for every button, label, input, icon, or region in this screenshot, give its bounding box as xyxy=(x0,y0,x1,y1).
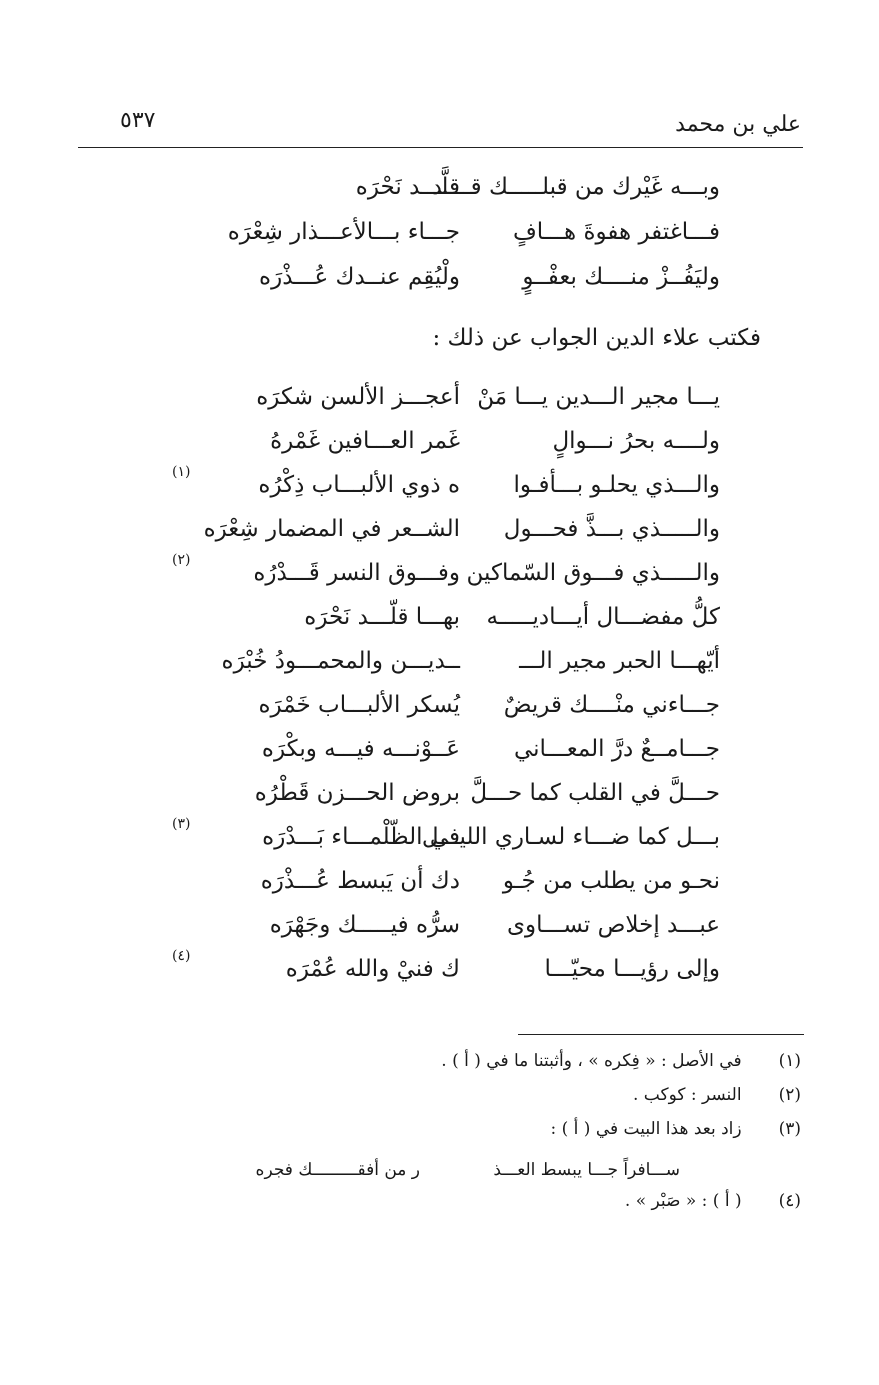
verse-second-hemistich: أعجـــز الألسن شكرَه xyxy=(256,384,460,410)
verse-first-hemistich: حـــلَّ في القلب كما حـــلَّ xyxy=(470,780,720,806)
verse-second-hemistich: سرُّه فيـــــك وجَهْرَه xyxy=(269,912,460,938)
footnote xyxy=(121,1186,801,1216)
verse-first-hemistich: بـــل كما ضـــاء لسـاري الليـــل xyxy=(421,824,720,850)
verse-line xyxy=(180,210,720,254)
verse-line xyxy=(172,947,720,991)
verse-line xyxy=(180,419,720,463)
footnote-number: (٢) xyxy=(778,1085,801,1105)
page-number: ٥٣٧ xyxy=(120,108,156,133)
footnote-marker: (٤) xyxy=(172,948,191,964)
verse-first-hemistich: جـــاءني منْــــك قريضٌ xyxy=(503,692,720,718)
verse-first-hemistich: فـــاغتفر هفوةَ هـــافٍ xyxy=(512,219,720,245)
verse-line xyxy=(180,771,720,815)
verse-line xyxy=(180,859,720,903)
footnote-marker: (٣) xyxy=(172,816,191,832)
verse-second-hemistich: دك أن يَبسط عُـــذْرَه xyxy=(260,868,460,894)
verse-second-hemistich: الشــعر في المضمار شِعْرَه xyxy=(203,516,460,542)
footnote-text: زاد بعد هذا البيت في ( أ ) : xyxy=(550,1119,742,1139)
footnote-verse xyxy=(160,1154,680,1186)
verse-line xyxy=(180,507,720,551)
footnote-divider xyxy=(518,1034,804,1035)
verse-second-hemistich: بروض الحـــزن قَطْرُه xyxy=(254,780,460,806)
header-divider xyxy=(78,147,803,148)
prose-intro: فكتب علاء الدين الجواب عن ذلك : xyxy=(432,325,761,351)
verse-first-hemistich: وبـــه غَيْرك من قبلـــــك قــــد xyxy=(431,174,720,200)
verse-second-hemistich: عَــوْنـــه فيـــه وبكْرَه xyxy=(261,736,460,762)
verse-second-hemistich: ه ذوي الألبـــاب ذِكْرُه xyxy=(258,472,460,498)
verse-line xyxy=(172,463,720,507)
footnote-text: النسر : كوكب . xyxy=(633,1085,742,1105)
verse-first-hemistich: ولــــه بحرُ نـــوالٍ xyxy=(552,428,720,454)
verse-line xyxy=(180,375,720,419)
verse-first-hemistich: والـــذي يحلـو بـــأفـوا xyxy=(513,472,720,498)
verse-second-hemistich: غَمر العـــافين غَمْرهُ xyxy=(270,428,460,454)
footnote-marker: (٢) xyxy=(172,552,191,568)
footnote-marker: (١) xyxy=(172,464,191,480)
verse-first-hemistich: وإلى رؤيـــا محيّـــا xyxy=(544,956,720,982)
running-header-author: علي بن محمد xyxy=(675,112,801,137)
verse-second-hemistich: ك فنيْ والله عُمْرَه xyxy=(285,956,460,982)
verse-first-hemistich: كلُّ مفضـــال أيـــاديـــــه xyxy=(486,604,720,630)
verse-line xyxy=(180,683,720,727)
footnote xyxy=(121,1114,801,1144)
verse-line xyxy=(180,595,720,639)
footnote-number: (٣) xyxy=(778,1119,801,1139)
verse-first-hemistich: والـــــذي بـــذَّ فحـــول xyxy=(503,516,720,542)
verse-first-hemistich: أيّهـــا الحبر مجير الـــ xyxy=(519,648,720,674)
footnote-verse-first-hemistich: ســـافراً جـــا يبسط العـــذ xyxy=(493,1160,680,1180)
verse-second-hemistich: في الظّلْمـــاء بَـــدْرَه xyxy=(262,824,460,850)
verse-first-hemistich: والـــــذي فـــوق السّماكين xyxy=(466,560,720,586)
verse-line xyxy=(172,815,720,859)
verse-second-hemistich: قلَّـــد نَحْرَه xyxy=(355,174,460,200)
footnote-number: (٤) xyxy=(778,1191,801,1211)
verse-line xyxy=(172,551,720,595)
verse-first-hemistich: عبـــد إخلاص تســـاوى xyxy=(507,912,720,938)
verse-first-hemistich: جـــامــعٌ درَّ المعـــاني xyxy=(513,736,720,762)
verse-first-hemistich: يـــا مجير الـــدين يـــا مَنْ xyxy=(477,384,720,410)
footnote-number: (١) xyxy=(778,1051,801,1071)
verse-line xyxy=(180,165,720,209)
footnote-text: ( أ ) : « صَبْر » . xyxy=(624,1191,742,1211)
verse-second-hemistich: وفـــوق النسر قَـــدْرُه xyxy=(253,560,460,586)
verse-line xyxy=(180,727,720,771)
verse-first-hemistich: نحـو من يطلب من جُـو xyxy=(502,868,720,894)
verse-second-hemistich: بهـــا قلّـــد نَحْرَه xyxy=(304,604,460,630)
footnote-text: في الأصل : « فِكره » ، وأثبتنا ما في ( أ ) . xyxy=(441,1051,742,1071)
footnote-verse-second-hemistich: ر من أفقـــــــــك فجره xyxy=(255,1160,420,1180)
footnote xyxy=(121,1080,801,1110)
verse-line xyxy=(180,255,720,299)
footnote xyxy=(121,1046,801,1076)
verse-line xyxy=(180,903,720,947)
verse-second-hemistich: يُسكر الألبـــاب خَمْرَه xyxy=(258,692,460,718)
verse-second-hemistich: جـــاء بـــالأعـــذار شِعْرَه xyxy=(227,219,460,245)
verse-first-hemistich: وليَفُــزْ منــــك بعفْــوٍ xyxy=(522,264,720,290)
verse-line xyxy=(180,639,720,683)
verse-second-hemistich: ــديـــن والمحمـــودُ خُبْرَه xyxy=(221,648,460,674)
verse-second-hemistich: ولْيُقِم عنــدك عُـــذْرَه xyxy=(259,264,460,290)
